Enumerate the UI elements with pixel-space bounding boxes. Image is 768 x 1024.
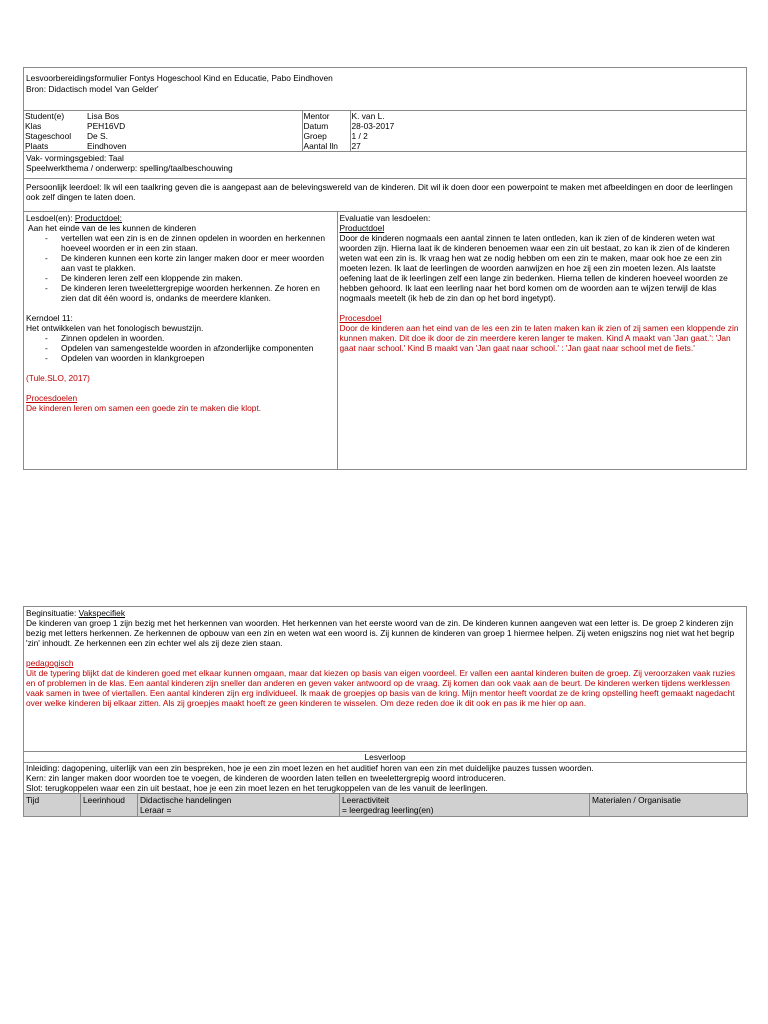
klas-label: Klas: [25, 121, 42, 131]
lesson-goals-column: [24, 212, 337, 469]
lesson-goals-intro: Aan het einde van de les kunnen de kinderen: [28, 223, 197, 233]
personal-goal: Persoonlijk leerdoel: Ik wil een taalkring geven die is aangepast aan de belevingswereld van de kinderen. Dit wil ik doen door een powerpoint te maken met afbeeldingen en door de leerlingen ook zelf dingen te laten doen.: [26, 182, 733, 202]
kern-text: Kern: zin langer maken door woorden toe te voegen, de kinderen de woorden laten tellen en tweelettergrepig woord introduceren.: [26, 773, 507, 783]
page-two: [23, 606, 747, 817]
product-goal-heading: Productdoel: [339, 223, 385, 233]
groep-value: 1 / 2: [350, 131, 748, 141]
datum-label: Datum: [302, 121, 350, 131]
form-title: Lesvoorbereidingsformulier Fontys Hogeschool Kind en Educatie, Pabo Eindhoven: [26, 73, 333, 83]
subject-cell: [24, 152, 747, 179]
lesson-form-top: [23, 67, 747, 470]
personal-goal-cell: [24, 179, 747, 212]
list-item: - De kinderen leren zelf een kloppende zin maken.: [26, 273, 335, 283]
lesson-form-bottom: [23, 606, 747, 794]
student-label: Student(e): [25, 111, 65, 121]
mentor-value: K. van L.: [350, 111, 748, 121]
pedagogical-heading: pedagogisch: [26, 658, 74, 668]
lesverloop-columns: [23, 793, 748, 817]
column-didactische: Didactische handelingen Leraar =: [138, 794, 340, 817]
list-item: - De kinderen kunnen een korte zin langer maken door er meer woorden aan vast te plakken.: [26, 253, 335, 273]
lesson-goals-list: [26, 233, 335, 303]
goals-table: [24, 212, 748, 469]
student-value: Lisa Bos: [87, 111, 120, 121]
begin-situation-cell: [24, 607, 747, 752]
begin-situation-heading: Beginsituatie: Vakspecifiek: [26, 608, 126, 618]
klas-value: PEH16VD: [87, 121, 126, 131]
groep-label: Groep: [302, 131, 350, 141]
reference: (Tule.SLO, 2017): [26, 373, 90, 383]
form-source: Bron: Didactisch model 'van Gelder': [26, 84, 159, 94]
subject-line-1: Vak- vormingsgebied: Taal: [26, 153, 124, 163]
begin-situation-text: De kinderen van groep 1 zijn bezig met het herkennen van woorden. Het herkennen van het eerste woord van de zin. De kinderen kunnen aangeven wat een letter is. De groep 2 kinderen zijn bezig met letters herkennen. Ze herkennen de opbouw van een zin en weten wat een woord is. Zij kunnen de kinderen van groep 1 hiermee helpen. Zij weten enigszins nog niet wat het begrip 'zin' inhoudt. Ze herkennen een zin echter wel als zij deze zien staan.: [26, 618, 735, 648]
process-goals-heading: Procesdoelen: [26, 393, 78, 403]
inleiding-text: Inleiding: dagopening, uiterlijk van een zin bespreken, hoe je een zin moet lezen en het auditief horen van een zin met duidelijke pauzes tussen woorden.: [26, 763, 594, 773]
process-goals-text: De kinderen leren om samen een goede zin te maken die klopt.: [26, 403, 262, 413]
kerndoel-list: [26, 333, 335, 363]
info-cell: [24, 111, 747, 152]
form-header: [24, 68, 747, 111]
process-goal-heading: Procesdoel: [339, 313, 382, 323]
aantal-value: 27: [350, 141, 748, 151]
info-table: [24, 111, 748, 151]
column-materialen: Materialen / Organisatie: [590, 794, 748, 817]
product-goal-text: Door de kinderen nogmaals een aantal zinnen te laten ontleden, kan ik zien of de kinderen weten wat woorden zijn. Hierna laat ik de kinderen benoemen waar een zin uit bestaat, zo kan ik zien of de kinderen weten wat een zin is. Ik vraag hen wat ze nodig hebben om een zin te maken, maar ook hoe ze een zin moeten lezen. Ik laat de leerlingen de woorden aanwijzen en hoe zij een zin moeten lezen. Als laatste oefening laat de ik leerlingen zelf een lange zin bedenken. Hierna tellen de kinderen hoeveel woorden ze hebben gehoord. Ik laat een leerling naar het bord komen om de woorden aan te wijzen terwijl de klas nogmaals meetelt (ik heb de zin dan op het bord ingetypt).: [339, 233, 730, 303]
pedagogical-text: Uit de typering blijkt dat de kinderen goed met elkaar kunnen omgaan, maar dat kiezen op basis van eigen voordeel. Er vallen een aantal kinderen buiten de groep. Zij veroorzaken vaak ruzies en of problemen in de klas. Een aantal kinderen zijn sneller dan anderen en geven vaker antwoord op de vraag. Zij komen dan ook vaak aan de beurt. De kinderen werken tijdens werklessen vaak samen in twee of viertallen. Een aantal kinderen zijn erg individueel. Ik maak de groepjes op basis van de kring. Mijn mentor heeft voordat ze de kring opstelling heeft gemaakt nagedacht over welke kinderen bij elkaar zitten. Als zij groepjes maakt hoeft ze geen kinderen te wisselen. Om deze reden doe ik dit ook en pas ik me hier op aan.: [26, 668, 736, 708]
subject-line-2: Speelwerkthema / onderwerp: spelling/taalbeschouwing: [26, 163, 233, 173]
lesverloop-title: Lesverloop: [24, 752, 747, 763]
column-leerinhoud: Leerinhoud: [81, 794, 138, 817]
list-item: - vertellen wat een zin is en de zinnen opdelen in woorden en herkennen hoeveel woorden er in een zin staan.: [26, 233, 335, 253]
aantal-label: Aantal lln: [302, 141, 350, 151]
evaluation-column: [337, 212, 748, 469]
list-item: - De kinderen leren tweelettergrepige woorden herkennen. Ze horen en zien dat dit één woord is, ondanks de meerdere klanken.: [26, 283, 335, 303]
lesson-goals-heading: Lesdoel(en): Productdoel:: [26, 213, 122, 223]
plaats-label: Plaats: [25, 141, 49, 151]
stageschool-label: Stageschool: [25, 131, 72, 141]
stageschool-value: De S.: [87, 131, 108, 141]
column-tijd: Tijd: [24, 794, 81, 817]
column-leeractiviteit: Leeractiviteit = leergedrag leerling(en): [340, 794, 590, 817]
list-item: - Opdelen van woorden in klankgroepen: [26, 353, 335, 363]
page-one: [23, 67, 747, 470]
process-goal-text: Door de kinderen aan het eind van de les een zin te laten maken kan ik zien of zij samen een kloppende zin kunnen maken. Dit doe ik door de zin meerdere keren langer te maken. Kind A maakt van 'Jan gaat.': 'Jan gaat naar school.' Kind B maakt van 'Jan gaat naar school.' : 'Jan gaat naar school met de fiets.': [339, 323, 739, 353]
list-item: - Zinnen opdelen in woorden.: [26, 333, 335, 343]
kerndoel-title: Kerndoel 11:: [26, 313, 73, 323]
list-item: - Opdelen van samengestelde woorden in afzonderlijke componenten: [26, 343, 335, 353]
plaats-value: Eindhoven: [87, 141, 127, 151]
slot-text: Slot: terugkoppelen waar een zin uit bestaat, hoe je een zin moet lezen en het terugkoppelen van de les vanuit de leerlingen.: [26, 783, 488, 793]
lesverloop-summary: [24, 763, 747, 794]
goals-cell: [24, 212, 747, 470]
mentor-label: Mentor: [302, 111, 350, 121]
datum-value: 28-03-2017: [350, 121, 748, 131]
evaluation-heading: Evaluatie van lesdoelen:: [339, 213, 431, 223]
kerndoel-text: Het ontwikkelen van het fonologisch bewustzijn.: [26, 323, 204, 333]
